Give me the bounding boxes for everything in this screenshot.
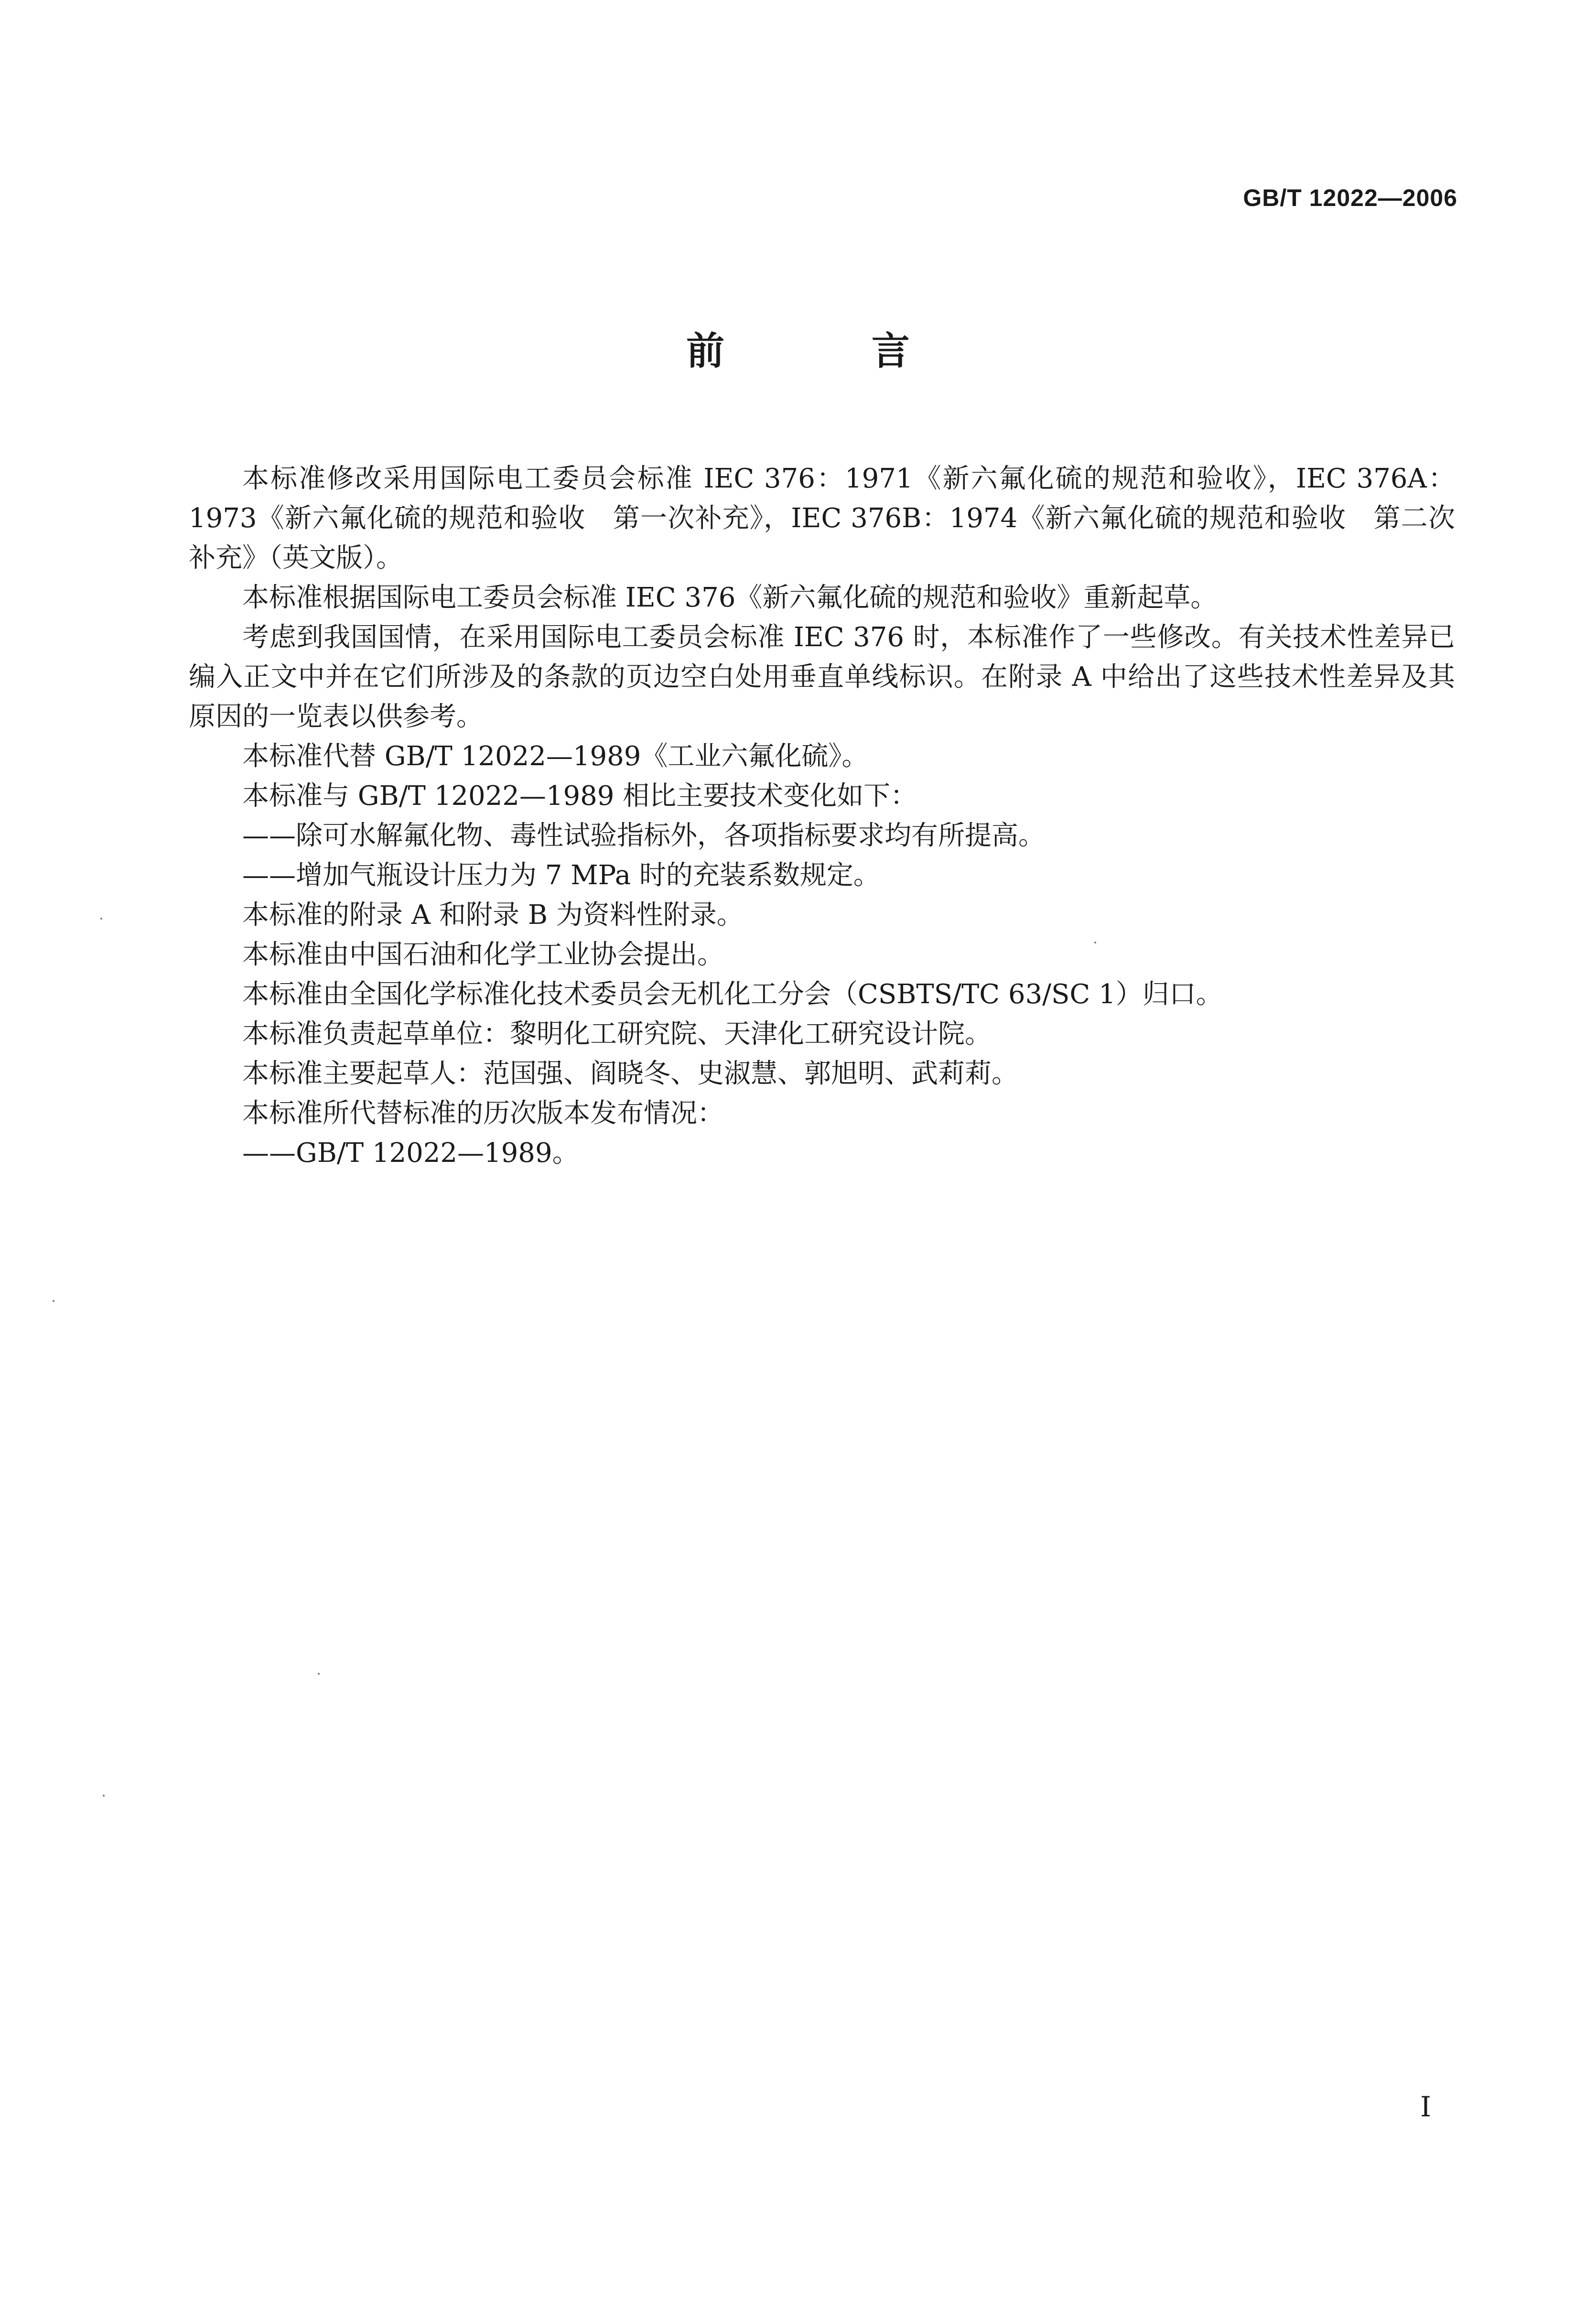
- foreword-body: [189, 459, 1455, 1173]
- scan-speck: [53, 1300, 54, 1302]
- scan-speck: [318, 1673, 320, 1675]
- paragraph: 考虑到我国国情，在采用国际电工委员会标准 IEC 376 时，本标准作了一些修改。有关技术性差异已编入正文中并在它们所涉及的条款的页边空白处用垂直单线标识。在附录 A 中给出了这些技术性差异及其原因的一览表以供参考。: [189, 622, 1455, 732]
- list-item: ——除可水解氟化物、毒性试验指标外，各项指标要求均有所提高。: [242, 820, 1045, 851]
- page-number: I: [1420, 2091, 1431, 2123]
- standard-code: GB/T 12022—2006: [1243, 184, 1457, 211]
- paragraph: 本标准由中国石油和化学工业协会提出。: [242, 939, 724, 970]
- paragraph: 本标准由全国化学标准化技术委员会无机化工分会（CSBTS/TC 63/SC 1）归口。: [242, 979, 1223, 1010]
- scan-speck: [1094, 942, 1096, 943]
- paragraph: 本标准根据国际电工委员会标准 IEC 376《新六氟化硫的规范和验收》重新起草。: [242, 582, 1218, 613]
- paragraph: 本标准负责起草单位：黎明化工研究院、天津化工研究设计院。: [242, 1019, 992, 1050]
- list-item: ——增加气瓶设计压力为 7 MPa 时的充装系数规定。: [242, 860, 880, 891]
- paragraph: 本标准修改采用国际电工委员会标准 IEC 376：1971《新六氟化硫的规范和验收》，IEC 376A：1973《新六氟化硫的规范和验收 第一次补充》，IEC 376B：1974《新六氟化硫的规范和验收 第二次补充》（英文版）。: [189, 463, 1455, 574]
- paragraph: 本标准代替 GB/T 12022—1989《工业六氟化硫》。: [242, 741, 869, 772]
- paragraph: 本标准与 GB/T 12022—1989 相比主要技术变化如下：: [242, 780, 917, 812]
- paragraph: 本标准所代替标准的历次版本发布情况：: [242, 1098, 724, 1129]
- scan-speck: [100, 918, 102, 920]
- paragraph: 本标准的附录 A 和附录 B 为资料性附录。: [242, 899, 744, 931]
- page-title: 前 言: [686, 329, 977, 373]
- list-item: ——GB/T 12022—1989。: [242, 1138, 579, 1169]
- paragraph: 本标准主要起草人：范国强、阎晓冬、史淑慧、郭旭明、武莉莉。: [242, 1058, 1018, 1089]
- scan-speck: [103, 1795, 105, 1797]
